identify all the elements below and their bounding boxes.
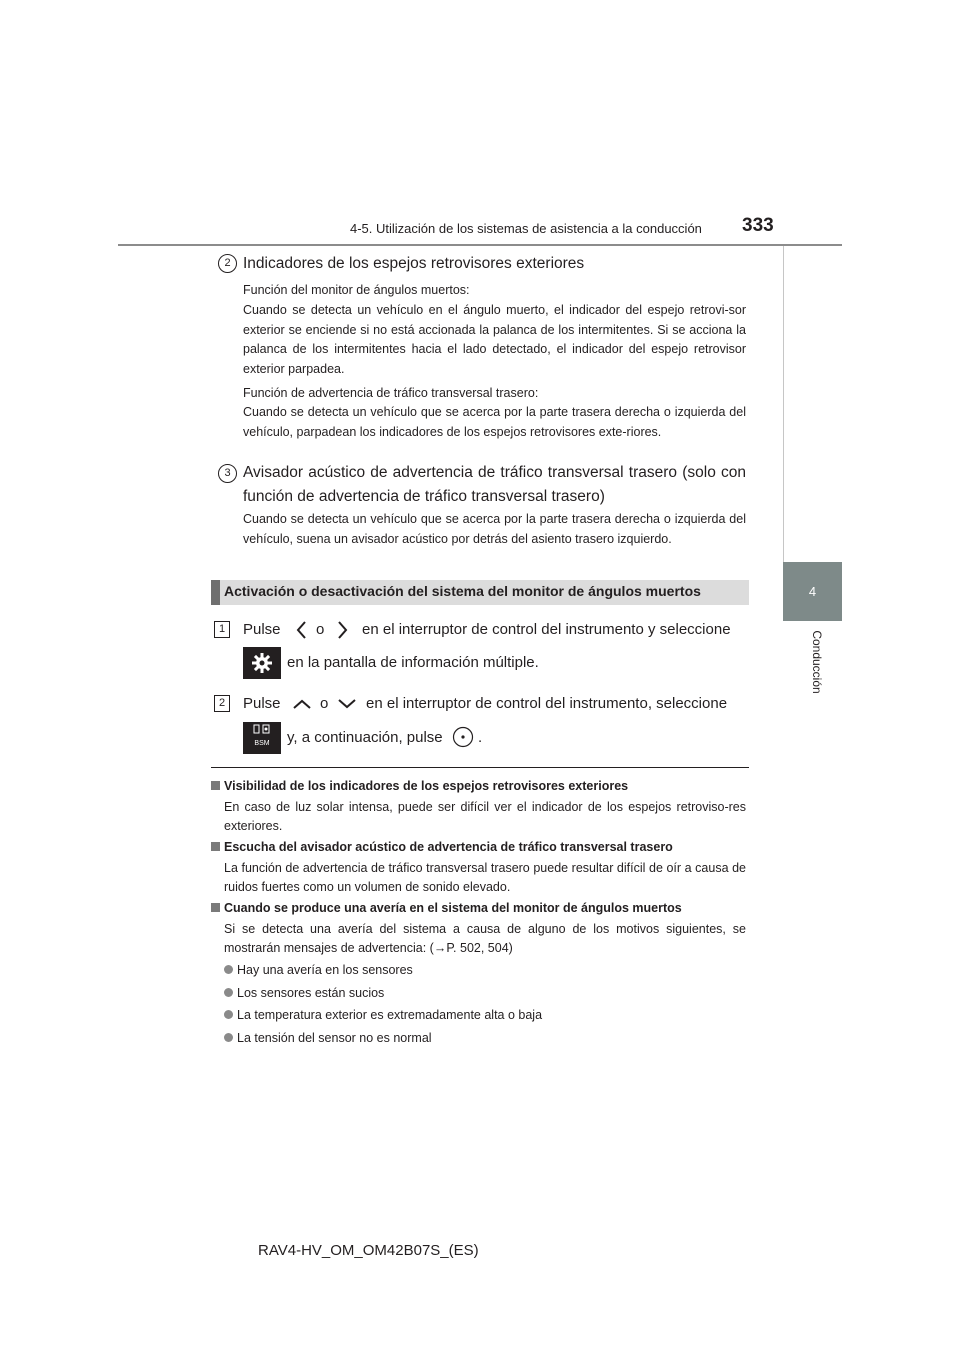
- item-2-title: Indicadores de los espejos retrovisores exteriores: [243, 255, 585, 272]
- subheading: Activación o desactivación del sistema del monitor de ángulos muertos: [224, 583, 701, 599]
- settings-gear-icon: [243, 647, 281, 679]
- list-item: Los sensores están sucios: [224, 984, 384, 1003]
- note-1-body: En caso de luz solar intensa, puede ser difícil ver el indicador de los espejos retroviso-res exteriores.: [224, 800, 746, 833]
- step-2-pulse: Pulse: [243, 695, 281, 712]
- note-3-body: Si se detecta una avería del sistema a causa de alguno de los motivos siguientes, se mostrarán mensajes de advertencia: (→P. 502, 504): [224, 922, 746, 955]
- step-2-period: .: [478, 729, 483, 746]
- step-2-line2: y, a continuación, pulse: [287, 729, 443, 746]
- square-bullet-icon: [211, 781, 220, 790]
- bullet-dot-icon: [224, 965, 233, 974]
- item-2-label-a: Función del monitor de ángulos muertos:: [243, 283, 470, 297]
- step-2-or: o: [320, 695, 329, 712]
- item-2-paragraph-a: Cuando se detecta un vehículo en el ángulo muerto, el indicador del espejo retrovi-sor exterior se enciende si no está accionada la palanca de los intermitentes. Si se acciona la palanca de los intermitentes hacia el lado detectado, el indicador del espejo retrovisor exterior parpadea.: [243, 303, 746, 376]
- chevron-down-icon: [337, 697, 357, 711]
- page-number: 333: [742, 215, 774, 236]
- list-item: La temperatura exterior es extremadamente alta o baja: [224, 1006, 542, 1025]
- chevron-right-icon: [336, 620, 350, 640]
- chevron-up-icon: [292, 697, 312, 711]
- step-1-pulse: Pulse: [243, 621, 281, 638]
- list-item: Hay una avería en los sensores: [224, 961, 413, 980]
- chapter-label: Conducción: [810, 630, 824, 694]
- chevron-left-icon: [294, 620, 308, 640]
- bsm-label: BSM: [254, 740, 270, 747]
- item-2-paragraph-b: Cuando se detecta un vehículo que se acerca por la parte trasera derecha o izquierda del vehículo, parpadean los indicadores de los espejos retrovisores exte-riores.: [243, 405, 746, 439]
- item-2-label-b: Función de advertencia de tráfico transversal trasero:: [243, 386, 539, 400]
- square-bullet-icon: [211, 842, 220, 851]
- bullet-dot-icon: [224, 988, 233, 997]
- ok-button-icon: [452, 726, 474, 748]
- note-1-heading: Visibilidad de los indicadores de los espejos retrovisores exteriores: [211, 779, 628, 793]
- bullet-dot-icon: [224, 1010, 233, 1019]
- item-number-2: 2: [218, 254, 237, 273]
- item-3-paragraph: Cuando se detecta un vehículo que se acerca por la parte trasera derecha o izquierda del vehículo, suena un avisador acústico por detrás del asiento trasero izquierdo.: [243, 512, 746, 546]
- notes-separator: [211, 767, 749, 768]
- bullet-dot-icon: [224, 1033, 233, 1042]
- chapter-number: 4: [808, 584, 817, 599]
- step-1-or: o: [316, 621, 325, 638]
- note-2-body: La función de advertencia de tráfico transversal trasero puede resultar difícil de oír a causa de ruidos fuertes como un volumen de sonido elevado.: [224, 861, 746, 894]
- square-bullet-icon: [211, 903, 220, 912]
- step-2-instruction: en el interruptor de control del instrumento, seleccione: [366, 695, 728, 712]
- item-number-3: 3: [218, 464, 237, 483]
- step-1-line2: en la pantalla de información múltiple.: [287, 654, 539, 671]
- side-tab-connector: [783, 244, 842, 562]
- step-number-2: 2: [214, 695, 230, 712]
- bsm-icon: [243, 722, 281, 754]
- document-code: RAV4-HV_OM_OM42B07S_(ES): [258, 1242, 479, 1259]
- step-number-1: 1: [214, 621, 230, 638]
- note-2-heading: Escucha del avisador acústico de advertencia de tráfico transversal trasero: [211, 840, 673, 854]
- list-item: La tensión del sensor no es normal: [224, 1029, 432, 1048]
- step-1-instruction: en el interruptor de control del instrumento y seleccione: [362, 621, 731, 638]
- section-title: 4-5. Utilización de los sistemas de asistencia a la conducción: [350, 221, 702, 236]
- header-rule: [118, 244, 842, 246]
- item-3-title: Avisador acústico de advertencia de tráfico transversal trasero (solo con función de advertencia de tráfico transversal trasero): [243, 464, 746, 505]
- note-3-heading: Cuando se produce una avería en el sistema del monitor de ángulos muertos: [211, 901, 682, 915]
